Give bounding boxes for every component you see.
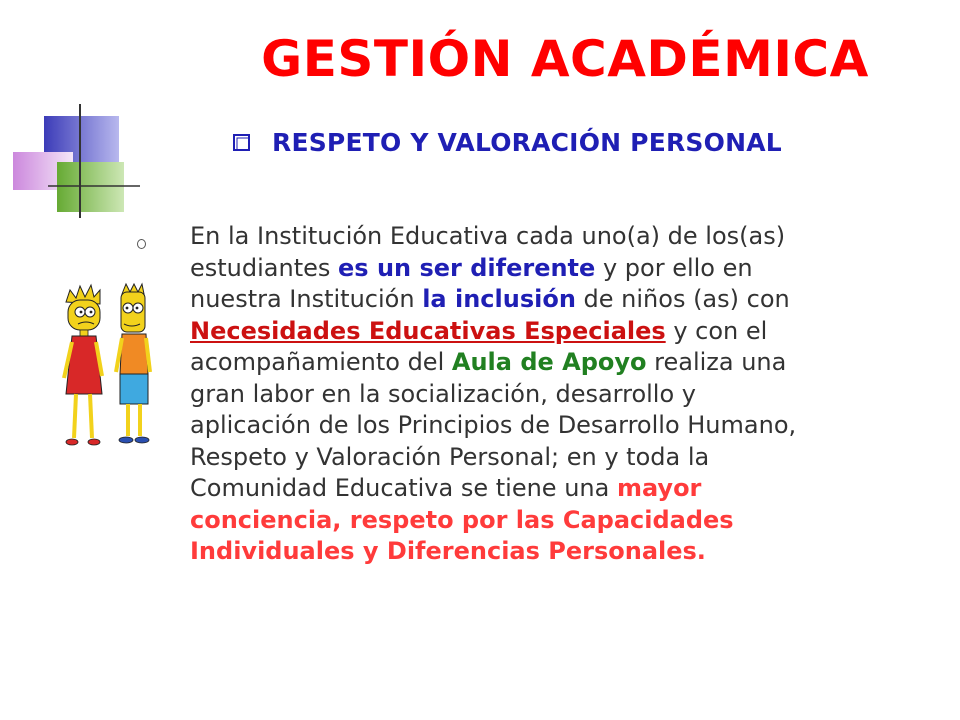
emphasis-text: mayor [616,474,702,502]
cartoon-kids-illustration [58,282,158,452]
emphasis-text: Aula de Apoyo [451,348,647,376]
text-span: aplicación de los Principios de Desarrollo Humano, [190,411,797,439]
emphasis-text: Individuales y Diferencias Personales. [190,537,706,565]
body-paragraph [190,221,950,568]
section-subtitle: RESPETO Y VALORACIÓN PERSONAL [272,128,782,157]
text-span: acompañamiento del [190,348,452,376]
slide-title: GESTIÓN ACADÉMICA [261,30,869,88]
subtitle-row [233,128,782,157]
paragraph-line [190,536,950,568]
text-span: realiza una [646,348,787,376]
paragraph-line [190,410,950,442]
emphasis-text: conciencia, respeto por las Capacidades [190,505,734,534]
paragraph-line [190,221,950,253]
text-span: Respeto y Valoración Personal; en y toda la [190,442,710,471]
paragraph-line [190,284,950,316]
paragraph-line [190,347,950,379]
text-span: En la Institución Educativa cada uno(a) de los(as) [190,222,786,250]
text-span: Comunidad Educativa se tiene una [190,474,617,502]
text-span: nuestra Institución [190,285,423,313]
text-span: estudiantes [190,253,339,282]
paragraph-line [190,316,950,348]
emphasis-text: es un ser diferente [338,253,596,282]
special-needs-link[interactable]: Necesidades Educativas Especiales [190,316,666,345]
emphasis-text: la inclusión [422,285,576,313]
text-span: y por ello en [595,253,753,282]
girl-figure [64,285,102,445]
text-span: de niños (as) con [575,285,790,313]
circle-bullet-icon [137,239,146,249]
text-span: gran labor en la socialización, desarrollo y [190,379,696,408]
boy-figure [116,284,150,443]
paragraph-line [190,379,950,411]
paragraph-line [190,473,950,505]
paragraph-line [190,253,950,285]
checkbox-bullet-icon [233,134,250,151]
text-span: y con el [665,316,768,345]
paragraph-line [190,505,950,537]
paragraph-line [190,442,950,474]
